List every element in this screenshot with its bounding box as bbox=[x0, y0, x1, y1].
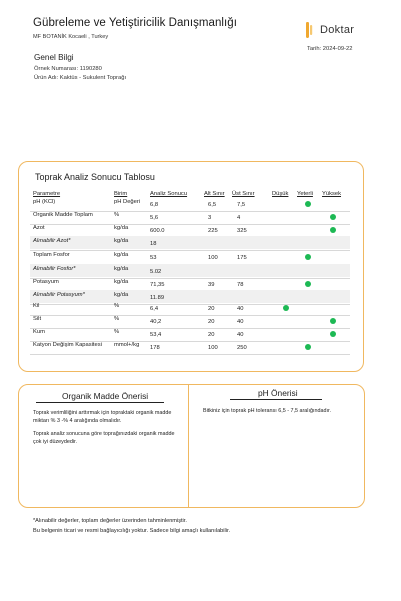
ph-title: pH Önerisi bbox=[258, 388, 298, 398]
table-cell-upper: 78 bbox=[237, 282, 244, 288]
footnote-disclaimer: Bu belgenin ticari ve resmi bağlayıcılığı yoktur. Sadece bilgi amaçlı kullanılabilir. bbox=[33, 528, 231, 534]
doktar-leaf-icon bbox=[304, 21, 318, 39]
table-cell-upper: 175 bbox=[237, 255, 247, 261]
table-cell-upper: 250 bbox=[237, 345, 247, 351]
table-cell-result: 53,4 bbox=[150, 332, 162, 338]
col-header-high: Yüksek bbox=[322, 191, 342, 197]
table-cell-result: 6,8 bbox=[150, 202, 159, 208]
table-cell-unit: kg/da bbox=[114, 266, 129, 272]
table-cell-unit: kg/da bbox=[114, 238, 129, 244]
organic-paragraph-2: Toprak analiz sonucuna göre toprağınızdaki organik madde çok iyi düzeydedir. bbox=[33, 431, 175, 446]
table-cell-upper: 7,5 bbox=[237, 202, 246, 208]
table-row-divider bbox=[30, 315, 350, 316]
recommendations-divider bbox=[188, 384, 189, 507]
col-header-lower: Alt Sınır bbox=[204, 191, 225, 197]
status-dot-high bbox=[330, 331, 336, 337]
table-cell-param: Alınabilir Potasyum* bbox=[33, 292, 85, 298]
status-dot-adequate bbox=[305, 254, 311, 260]
table-row-shade bbox=[30, 264, 350, 277]
table-cell-result: 5,6 bbox=[150, 215, 159, 221]
table-cell-upper: 4 bbox=[237, 215, 241, 221]
status-dot-high bbox=[330, 318, 336, 324]
table-cell-result: 53 bbox=[150, 255, 157, 261]
table-cell-param: Alınabilir Fosfor* bbox=[33, 266, 76, 272]
table-cell-upper: 40 bbox=[237, 306, 244, 312]
table-cell-param: Kum bbox=[33, 329, 45, 335]
footnote-estimates: *Alınabilir değerler, toplam değerler üzerinden tahminlenmiştir. bbox=[33, 518, 187, 524]
table-cell-lower: 6,5 bbox=[208, 202, 217, 208]
table-cell-result: 5.02 bbox=[150, 269, 162, 275]
table-cell-result: 6,4 bbox=[150, 306, 159, 312]
report-title: Gübreleme ve Yetiştiricilik Danışmanlığı bbox=[33, 17, 237, 29]
organic-paragraph-1: Toprak verimliliğini arttırmak için topraktaki organik madde miktarı % 3 -% 4 aralığında olmalıdır. bbox=[33, 410, 172, 425]
table-cell-unit: % bbox=[114, 316, 120, 322]
table-cell-lower: 100 bbox=[208, 255, 218, 261]
table-cell-lower: 39 bbox=[208, 282, 215, 288]
table-row-divider bbox=[30, 278, 350, 279]
ph-paragraph: Bitkiniz için toprak pH toleransı 6,5 - 7,5 aralığındadır. bbox=[203, 408, 331, 414]
col-header-unit: Birim bbox=[114, 191, 128, 197]
table-cell-param: Potasyum bbox=[33, 279, 59, 285]
table-cell-result: 18 bbox=[150, 241, 157, 247]
col-header-parameter: Parametre bbox=[33, 191, 61, 197]
status-dot-high bbox=[330, 227, 336, 233]
status-dot-adequate bbox=[305, 201, 311, 207]
table-row-divider bbox=[30, 328, 350, 329]
status-dot-adequate bbox=[305, 281, 311, 287]
table-cell-unit: mmol+/kg bbox=[114, 342, 140, 348]
table-cell-unit: kg/da bbox=[114, 279, 129, 285]
table-cell-upper: 325 bbox=[237, 228, 247, 234]
company-location: MF BOTANİK Kocaeli , Turkey bbox=[33, 34, 109, 40]
table-cell-unit: % bbox=[114, 212, 120, 218]
table-cell-upper: 40 bbox=[237, 332, 244, 338]
logo-text: Doktar bbox=[320, 24, 355, 36]
col-header-result: Analiz Sonucu bbox=[150, 191, 188, 197]
col-header-upper: Üst Sınır bbox=[232, 191, 255, 197]
status-dot-low bbox=[283, 305, 289, 311]
table-cell-unit: % bbox=[114, 303, 120, 309]
table-cell-lower: 100 bbox=[208, 345, 218, 351]
table-cell-param: Silt bbox=[33, 316, 42, 322]
table-cell-unit: kg/da bbox=[114, 292, 129, 298]
status-dot-high bbox=[330, 214, 336, 220]
doktar-logo bbox=[302, 21, 372, 41]
table-cell-lower: 3 bbox=[208, 215, 212, 221]
general-info-title: Genel Bilgi bbox=[34, 53, 74, 62]
table-cell-unit: kg/da bbox=[114, 252, 129, 258]
organic-title-underline bbox=[36, 402, 164, 403]
table-cell-unit: kg/da bbox=[114, 225, 129, 231]
table-cell-result: 40,2 bbox=[150, 319, 162, 325]
table-cell-param: Azot bbox=[33, 225, 45, 231]
report-date: Tarih: 2024-09-22 bbox=[307, 46, 353, 52]
table-row-shade bbox=[30, 236, 350, 249]
table-cell-lower: 225 bbox=[208, 228, 218, 234]
table-cell-result: 71,35 bbox=[150, 282, 165, 288]
table-row-divider bbox=[30, 250, 350, 251]
table-cell-result: 178 bbox=[150, 345, 160, 351]
col-header-low: Düşük bbox=[272, 191, 289, 197]
organic-matter-title: Organik Madde Önerisi bbox=[62, 391, 149, 401]
table-cell-unit: pH Değeri bbox=[114, 199, 141, 205]
table-cell-lower: 20 bbox=[208, 319, 215, 325]
status-dot-adequate bbox=[305, 344, 311, 350]
table-cell-param: Katyon Değişim Kapasitesi bbox=[33, 342, 102, 348]
table-cell-result: 11.89 bbox=[150, 295, 165, 301]
table-cell-unit: % bbox=[114, 329, 120, 335]
table-cell-param: Organik Madde Toplam bbox=[33, 212, 93, 218]
table-title: Toprak Analiz Sonucu Tablosu bbox=[35, 172, 155, 182]
table-cell-result: 600.0 bbox=[150, 228, 165, 234]
product-name: Ürün Adı: Kaktüs - Sukulent Toprağı bbox=[34, 75, 127, 81]
table-cell-param: Alınabilir Azot* bbox=[33, 238, 71, 244]
table-cell-upper: 40 bbox=[237, 319, 244, 325]
table-cell-lower: 20 bbox=[208, 332, 215, 338]
table-cell-param: pH (KCl) bbox=[33, 199, 56, 205]
col-header-adequate: Yeterli bbox=[297, 191, 313, 197]
table-row-divider bbox=[30, 354, 350, 355]
sample-number: Örnek Numarası: 1190280 bbox=[34, 66, 102, 72]
table-row-divider bbox=[30, 304, 350, 305]
table-row-divider bbox=[30, 224, 350, 225]
table-cell-lower: 20 bbox=[208, 306, 215, 312]
table-cell-param: Kil bbox=[33, 303, 40, 309]
ph-title-underline bbox=[230, 399, 322, 400]
table-cell-param: Toplam Fosfor bbox=[33, 252, 70, 258]
